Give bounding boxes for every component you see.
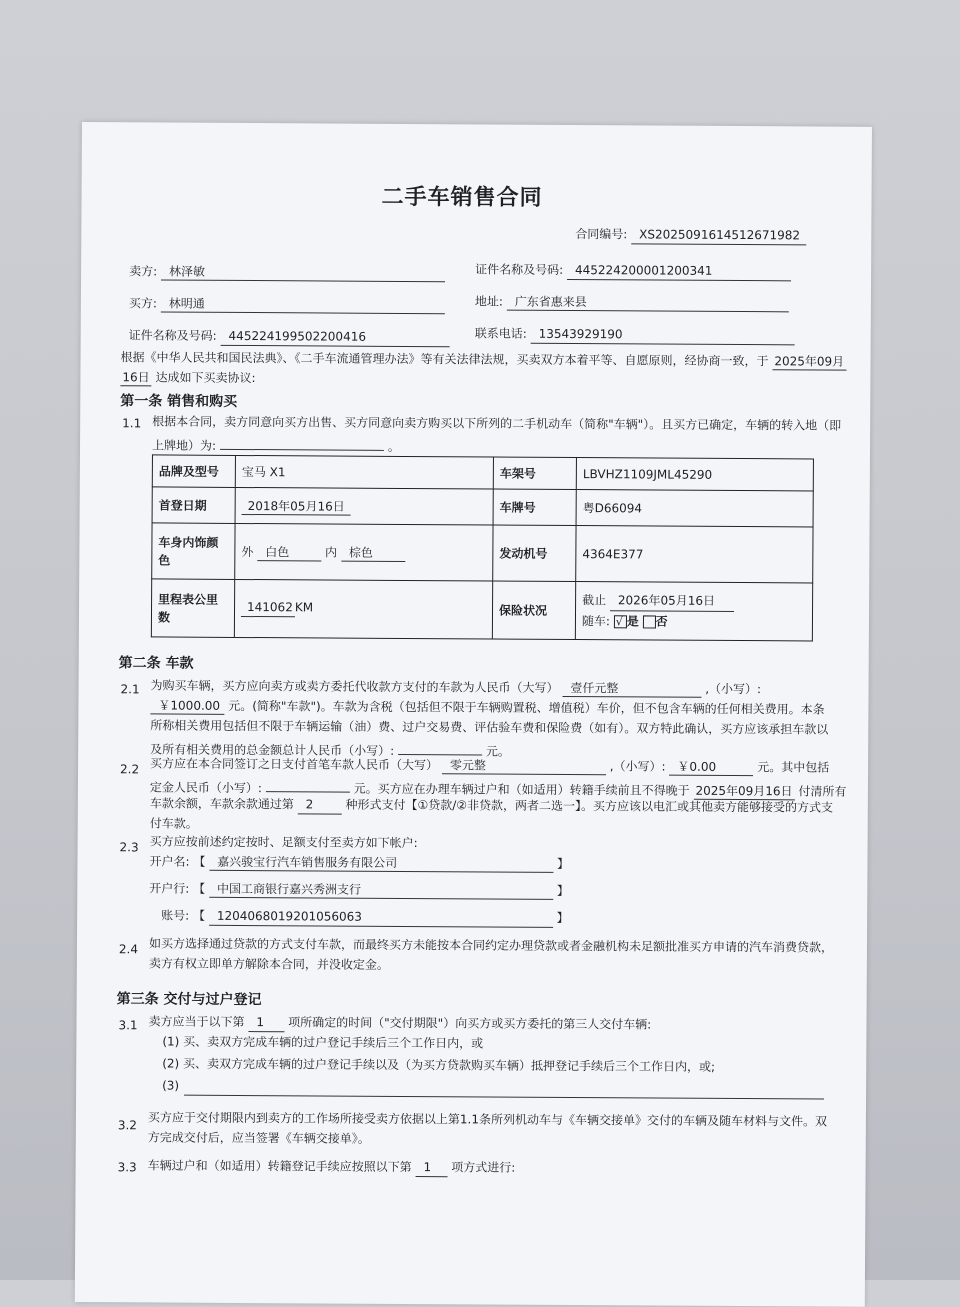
deposit-label: 定金人民币（小写）: [149, 780, 263, 796]
method-desc: 种形式支付【①贷款/②非贷款，两者二选一】。买方应该以电汇或其他卖方能够接受的方式支 [345, 797, 834, 815]
color-cell [235, 523, 493, 581]
clause-2-2-line1 [150, 754, 829, 776]
preamble-text: 根据《中华人民共和国民法典》、《二手车流通管理办法》等有关法律法规，买卖双方本着平等、自愿原则，经协商一致，于 [120, 350, 769, 369]
price-lower[interactable]: ￥1000.00 [150, 696, 224, 714]
account-name-value[interactable]: 嘉兴骏宝行汽车销售服务有限公司 [209, 853, 553, 873]
color-label: 车身内饰颜色 [152, 523, 235, 580]
insurance-cell [575, 582, 812, 641]
option-3-label: (3) [162, 1078, 180, 1093]
clause-1-1-line1: 根据本合同，卖方同意向买方出售、买方同意向卖方购买以下所列的二手机动车（简称"车辆"）。且买方已确定，车辆的转入地（即 [152, 414, 842, 433]
seller-id-row [475, 260, 791, 281]
engine-value[interactable]: 4364E377 [576, 526, 813, 583]
contract-no-label: 合同编号: [575, 227, 628, 242]
buyer-address-row [475, 292, 789, 312]
price-lower-label: ,（小写）: [705, 681, 762, 697]
buyer-id-value[interactable]: 445224199502200416 [221, 329, 450, 347]
clause-3-3-line1 [148, 1156, 516, 1177]
account-name-row [149, 852, 569, 873]
contract-no-value[interactable]: XS2025091614512671982 [631, 227, 806, 245]
down-payment-text: 买方应在本合同签订之日支付首笔车款人民币（大写） [150, 756, 439, 773]
preamble-end: 达成如下买卖协议: [155, 370, 256, 386]
destination-field[interactable] [220, 433, 384, 451]
engine-label: 发动机号 [493, 525, 576, 582]
down-payment-end: 元。其中包括 [757, 760, 830, 775]
contract-no-row [575, 225, 806, 245]
clause-2-3-line1: 买方应按前述约定按时、足额支付至卖方如下帐户: [149, 834, 418, 851]
down-payment-lower[interactable]: ￥0.00 [669, 758, 753, 777]
exterior-color[interactable]: 白色 [257, 543, 321, 561]
bank-row [149, 879, 569, 900]
insurance-with-car-row [582, 611, 806, 632]
payment-method[interactable]: 2 [298, 797, 342, 814]
article-2-heading: 第二条 车款 [118, 655, 194, 672]
clause-1-1-end: 。 [387, 439, 400, 454]
clause-2-1-line1 [151, 676, 762, 698]
bracket-left: 【 [193, 881, 206, 896]
vin-label: 车架号 [493, 457, 576, 490]
deposit-field[interactable] [266, 775, 350, 793]
no-checkbox[interactable] [643, 615, 656, 628]
yes-checkbox-checked[interactable] [614, 615, 627, 628]
insurance-until-date[interactable]: 2026年05月16日 [610, 590, 734, 612]
mileage-cell [234, 579, 492, 639]
clause-2-2-line4: 付车款。 [149, 816, 198, 831]
agreement-date-a[interactable]: 2025年09月 [772, 352, 846, 370]
seller-id-label: 证件名称及号码: [475, 262, 564, 277]
account-no-value[interactable]: 1204068019201056063 [209, 909, 553, 928]
buyer-address-value[interactable]: 广东省惠来县 [507, 293, 789, 313]
clause-2-1-text: 为购买车辆，买方应向卖方或卖方委托代收款方支付的车款为人民币（大写） [150, 678, 559, 695]
contract-page [75, 122, 872, 1307]
yes-label: 是 [626, 614, 639, 629]
balance-due-date[interactable]: 2025年09月16日 [693, 782, 794, 801]
exterior-prefix: 外 [241, 544, 254, 559]
total-unit: 元。 [485, 744, 510, 759]
clause-3-3-num: 3.3 [117, 1160, 137, 1175]
buyer-address-label: 地址: [474, 294, 504, 309]
article-3-heading: 第三条 交付与过户登记 [116, 991, 262, 1009]
clause-2-1-line3: 所称相关费用包括但不限于车辆运输（油）费、过户交易费、评估验车费和保险费（如有）。双方特此确认，买方应该承担车款以 [150, 718, 829, 737]
seller-id-value[interactable]: 445224200001200341 [567, 263, 791, 281]
brand-value[interactable]: 宝马 X1 [235, 455, 493, 489]
clause-2-4-line1: 如买方选择通过贷款的方式支付车款，而最终买方未能按本合同约定办理贷款或者金融机构未足额批准买方申请的汽车消费贷款， [148, 936, 834, 955]
buyer-label: 买方: [128, 296, 157, 311]
bracket-right: 】 [556, 910, 569, 925]
article-1-heading: 第一条 销售和购买 [120, 393, 238, 410]
method-text: 车款余额，车款余款通过第 [149, 796, 294, 812]
clause-3-2-line2: 方完成交付后，应当签署《车辆交接单》。 [147, 1130, 370, 1146]
buyer-id-label: 证件名称及号码: [128, 328, 217, 343]
table-row [152, 523, 813, 583]
bracket-left: 【 [192, 908, 206, 923]
brand-label: 品牌及型号 [152, 455, 235, 488]
clause-2-4-num: 2.4 [118, 942, 139, 957]
buyer-phone-value[interactable]: 13543929190 [531, 327, 795, 346]
plate-label: 车牌号 [493, 489, 576, 526]
balance-text: 元。买方应在办理车辆过户和（如适用）转籍手续前且不得晚于 [353, 781, 690, 798]
total-label: 及所有相关费用的总金额总计人民币（小写）: [150, 742, 395, 758]
interior-color[interactable]: 棕色 [341, 543, 405, 561]
clause-2-1-line2 [150, 696, 824, 718]
total-amount-field[interactable] [398, 738, 482, 756]
transfer-option[interactable]: 1 [415, 1160, 447, 1177]
reg-date-cell [235, 487, 493, 525]
account-no-row [161, 906, 569, 927]
down-payment-lower-label: ,（小写）: [609, 759, 666, 774]
clause-2-2-num: 2.2 [120, 762, 140, 777]
clause-1-1-text2: 上牌地）为: [151, 438, 217, 453]
seller-label: 卖方: [129, 264, 158, 279]
clause-3-1-num: 3.1 [118, 1018, 138, 1033]
clause-3-3-text: 车辆过户和（如适用）转籍登记手续应按照以下第 [147, 1158, 412, 1175]
preamble-line1 [121, 348, 847, 370]
clause-3-2-line1: 买方应于交付期限内到卖方的工作场所接受卖方依据以上第1.1条所列机动车与《车辆交接单》交付的车辆及随车材料与文件。双 [147, 1110, 828, 1129]
with-car-label: 随车: [581, 614, 611, 629]
clause-3-3-text2: 项方式进行: [451, 1160, 516, 1175]
clause-1-1-line2 [152, 432, 400, 455]
contract-title: 二手车销售合同 [381, 184, 543, 211]
insurance-label: 保险状况 [492, 581, 575, 640]
clause-2-2-line3 [150, 794, 833, 817]
clause-1-1-num: 1.1 [122, 416, 142, 431]
table-row [152, 455, 813, 491]
option-1: (1) 买、卖双方完成车辆的过户登记手续后三个工作日内，或 [162, 1034, 484, 1051]
seller-name-row [129, 262, 445, 282]
clause-2-1-text2: 元。(简称"车款")。车款为含税（包括但不限于车辆购置税、增值税）车价，但不包含车辆的任何相关费用。本条 [228, 698, 825, 717]
vin-value[interactable]: LBVHZ1109JML45290 [576, 458, 813, 491]
clause-3-1-text: 卖方应当于以下第 [148, 1014, 245, 1030]
insurance-until-prefix: 截止 [582, 593, 607, 608]
buyer-name-row [129, 294, 445, 314]
bracket-left: 【 [193, 854, 206, 869]
insurance-until-row [582, 590, 806, 612]
vehicle-table [151, 454, 814, 641]
bank-value[interactable]: 中国工商银行嘉兴秀洲支行 [209, 880, 553, 900]
plate-value[interactable]: 粤D66094 [576, 490, 813, 527]
clause-2-1-num: 2.1 [120, 682, 140, 697]
mileage-label: 里程表公里数 [151, 579, 234, 638]
price-upper[interactable]: 壹仟元整 [562, 679, 701, 698]
account-no-label: 账号: [161, 908, 190, 923]
clause-3-1-text2: 项所确定的时间（"交付期限"）向买方或买方委托的第三人交付车辆: [288, 1015, 652, 1032]
bracket-right: 】 [556, 883, 569, 898]
mileage-value[interactable]: 141062 [241, 600, 295, 617]
buyer-name[interactable]: 林明通 [161, 294, 445, 314]
no-label: 否 [655, 614, 668, 629]
bank-label: 开户行: [149, 881, 190, 896]
option-3-field[interactable] [184, 1095, 824, 1100]
reg-date-value[interactable]: 2018年05月16日 [242, 496, 351, 515]
clause-2-3-num: 2.3 [119, 840, 139, 855]
clause-3-1-line1 [148, 1012, 651, 1034]
reg-date-label: 首登日期 [152, 487, 235, 524]
buyer-id-row [129, 326, 450, 347]
table-row [152, 487, 813, 527]
mileage-unit: KM [294, 600, 314, 615]
clause-2-4-line2: 卖方有权立即单方解除本合同，并没收定金。 [148, 956, 389, 972]
option-2: (2) 买、卖双方完成车辆的过户登记手续以及（为买方贷款购买车辆）抵押登记手续后三个工作日内，或; [162, 1056, 716, 1074]
agreement-date-b[interactable]: 16日 [120, 368, 151, 386]
delivery-option[interactable]: 1 [248, 1015, 284, 1032]
clause-3-2-num: 3.2 [117, 1118, 138, 1133]
preamble-line2 [120, 368, 255, 387]
account-name-label: 开户名: [149, 854, 190, 869]
balance-end: 付清所有 [798, 784, 847, 799]
seller-name[interactable]: 林泽敏 [161, 262, 445, 282]
buyer-phone-label: 联系电话: [474, 326, 527, 341]
down-payment-upper[interactable]: 零元整 [442, 756, 606, 775]
table-row [151, 579, 812, 641]
bracket-right: 】 [556, 856, 570, 871]
buyer-phone-row [475, 324, 795, 345]
interior-prefix: 内 [325, 544, 338, 560]
